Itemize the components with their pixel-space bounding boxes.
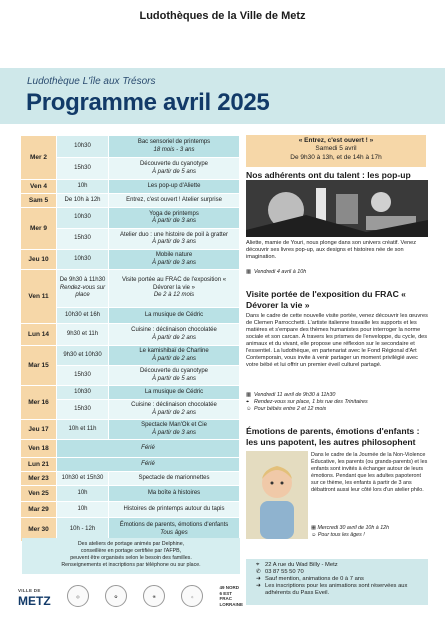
site-title: Ludothèques de la Ville de Metz — [139, 10, 306, 22]
activity-cell: Ma boîte à histoires — [109, 486, 240, 502]
time-cell: 9h30 et 11h — [57, 324, 109, 346]
activity-cell: Découverte du cyanotype À partir de 5 ans — [109, 366, 240, 386]
activity-cell: Les pop-up d'Aliette — [109, 180, 240, 194]
partner-logo-2: ✿ — [105, 585, 127, 607]
activity-cell: Cuisine : déclinaison chocolatée À partir de 2 ans — [109, 324, 240, 346]
ville-de-metz-logo: VILLE DE METZ — [18, 588, 51, 608]
time-cell: De 10h à 12h — [57, 194, 109, 208]
day-label: Ven 18 — [21, 440, 57, 458]
day-label: Mer 16 — [21, 386, 57, 420]
day-label: Mer 30 — [21, 518, 57, 542]
portage-note: Des ateliers de portage animés par Delphine, conseillère en portage certifiée par l'AFPB, peuvent être organisés selon le besoin des familles. Renseignements et inscriptions par téléphone ou sur place. — [22, 538, 240, 574]
time-cell: 10h30 et 16h — [57, 308, 109, 324]
day-label: Ven 11 — [21, 270, 57, 324]
section-text-popup: Aliette, mamie de Youri, nous plonge dans son univers créatif. Venez découvrir ses livres pop-up, aux designs et histoires née de son imagination. — [246, 240, 417, 260]
time-cell: 10h - 12h — [57, 518, 109, 542]
section-meta-emotions: ▦ Mercredi 30 avril de 10h à 12h ☺ Pour tous les âges ! — [311, 525, 390, 538]
time-cell: 9h30 et 10h30 — [57, 346, 109, 366]
activity-cell: Le kamishibaï de Charline À partir de 2 ans — [109, 346, 240, 366]
day-label: Mar 29 — [21, 502, 57, 518]
location-pin-icon: ⌖ — [256, 562, 260, 568]
location-icon: ⌖ — [246, 398, 250, 405]
activity-cell: Atelier duo : une histoire de poil à gratter À partir de 3 ans — [109, 229, 240, 250]
schedule-table — [20, 135, 240, 542]
time-cell: De 9h30 à 11h30 Rendez-vous sur place — [57, 270, 109, 308]
day-label: Mar 15 — [21, 346, 57, 386]
activity-cell: Cuisine : déclinaison chocolatée À partir de 2 ans — [109, 400, 240, 420]
arrow-icon: ➜ — [256, 576, 261, 582]
people-icon: ☺ — [311, 531, 318, 538]
calendar-icon: ▦ — [246, 269, 252, 275]
day-label: Sam 5 — [21, 194, 57, 208]
time-cell: 10h30 — [57, 136, 109, 158]
time-cell: 15h30 — [57, 158, 109, 180]
phone-icon: ✆ — [256, 569, 261, 575]
day-label: Jeu 17 — [21, 420, 57, 440]
time-cell: 15h30 — [57, 229, 109, 250]
activity-cell: La musique de Cédric — [109, 386, 240, 400]
day-label: Mer 23 — [21, 472, 57, 486]
section-text-frac: Dans le cadre de cette nouvelle visite portée, venez découvrir les œuvres de Clemen Parrocchetti. L'artiste italienne travaille les supports et les matières et s'empare des thèmes humanistes pour interroger la norme sociale et son carcan. À travers les prismes de l'enveloppe, du cycle, des animaux et du vivant, elle propose une réflexion sur le secondaire et l'essentiel. La ludothèque, en partenariat avec le Fond Régional d'Art Contemporain, vous invite à venir partager un moment privilégié avec votre bébé et lui offrir un premier éveil culturel partagé. — [246, 313, 428, 368]
time-cell: 10h — [57, 502, 109, 518]
time-cell: 10h30 — [57, 250, 109, 270]
time-cell: 10h30 et 15h30 — [57, 472, 109, 486]
activity-cell: Émotions de parents, émotions d'enfants Tous âges — [109, 518, 240, 542]
activity-cell: Visite portée au FRAC de l'exposition « Dévorer la vie » De 2 à 12 mois — [109, 270, 240, 308]
partner-logo-1: ◎ — [67, 585, 89, 607]
arrow-icon: ➜ — [256, 583, 261, 589]
activity-cell: Découverte du cyanotype À partir de 5 ans — [109, 158, 240, 180]
time-cell: 10h30 — [57, 386, 109, 400]
time-cell: 10h — [57, 486, 109, 502]
time-cell: 15h30 — [57, 366, 109, 386]
calendar-icon: ▦ — [246, 392, 252, 398]
popup-photo — [246, 180, 428, 237]
section-meta-popup: ▦ Vendredi 4 avril à 10h — [246, 269, 307, 275]
time-cell: 10h et 11h — [57, 420, 109, 440]
partner-logo-4: ☼ — [181, 585, 203, 607]
contact-info-box: ⌖ 22 A rue du Wad Billy - Metz ✆ 03 87 55 50 70 ➜ Sauf mention, animations de 0 à 7 ans ➜ Les inscriptions pour les animations sont réservées aux adhérents du Pass Eveil. — [246, 559, 428, 605]
holiday-cell: Férié — [57, 458, 240, 472]
day-label: Lun 21 — [21, 458, 57, 472]
day-label: Mer 9 — [21, 208, 57, 250]
day-label: Ven 25 — [21, 486, 57, 502]
day-label: Lun 14 — [21, 324, 57, 346]
section-title-popup: Nos adhérents ont du talent : les pop-up — [246, 170, 411, 180]
holiday-cell: Férié — [57, 440, 240, 458]
time-cell: 15h30 — [57, 400, 109, 420]
frac-lorraine-logo: 49 NORD 6 EST FRAC LORRAINE — [219, 585, 243, 607]
activity-cell: Histoires de printemps autour du tapis — [109, 502, 240, 518]
activity-cell: Mobile nature À partir de 3 ans — [109, 250, 240, 270]
section-title-frac: Visite portée de l'exposition du FRAC « Dévorer la vie » — [246, 289, 406, 310]
baby-icon: ☺ — [246, 405, 252, 412]
activity-cell: Entrez, c'est ouvert ! Atelier surprise — [109, 194, 240, 208]
day-label: Ven 4 — [21, 180, 57, 194]
activity-cell: Bac sensoriel de printemps 18 mois - 3 ans — [109, 136, 240, 158]
child-photo — [246, 451, 308, 539]
time-cell: 10h30 — [57, 208, 109, 229]
calendar-icon: ▦ — [311, 525, 318, 531]
activity-cell: La musique de Cédric — [109, 308, 240, 324]
activity-cell: Yoga de printemps À partir de 3 ans — [109, 208, 240, 229]
partner-logos — [18, 582, 243, 610]
open-day-box: « Entrez, c'est ouvert ! » Samedi 5 avril De 9h30 à 13h, et de 14h à 17h — [246, 135, 426, 167]
day-label: Mer 2 — [21, 136, 57, 180]
page-title: Programme avril 2025 — [26, 89, 270, 116]
section-meta-frac: ▦ Vendredi 11 avril de 9h30 à 11h30 ⌖ Rendez-vous sur place, 1 bis rue des Trinitaires ☺ Pour bébés entre 2 et 12 mois — [246, 392, 368, 412]
activity-cell: Spectacle Man'Ok et Cie À partir de 3 ans — [109, 420, 240, 440]
activity-cell: Spectacle de marionnettes — [109, 472, 240, 486]
section-title-emotions: Émotions de parents, émotions d'enfants : les uns papotent, les autres philosophent — [246, 426, 420, 447]
section-text-emotions: Dans le cadre de la Journée de la Non-Violence Éducative, les parents (ou grands-parents) et les enfants sont invités à échanger autour de leurs émotions. Pendant que les adultes papoteront sur ce thème, les enfants à partir de 3 ans débattront aussi leur côté lors d'un atelier philo. — [311, 452, 428, 493]
partner-logo-3: ❀ — [143, 585, 165, 607]
subtitle: Ludothèque L'île aux Trésors — [27, 76, 156, 87]
day-label: Jeu 10 — [21, 250, 57, 270]
time-cell: 10h — [57, 180, 109, 194]
